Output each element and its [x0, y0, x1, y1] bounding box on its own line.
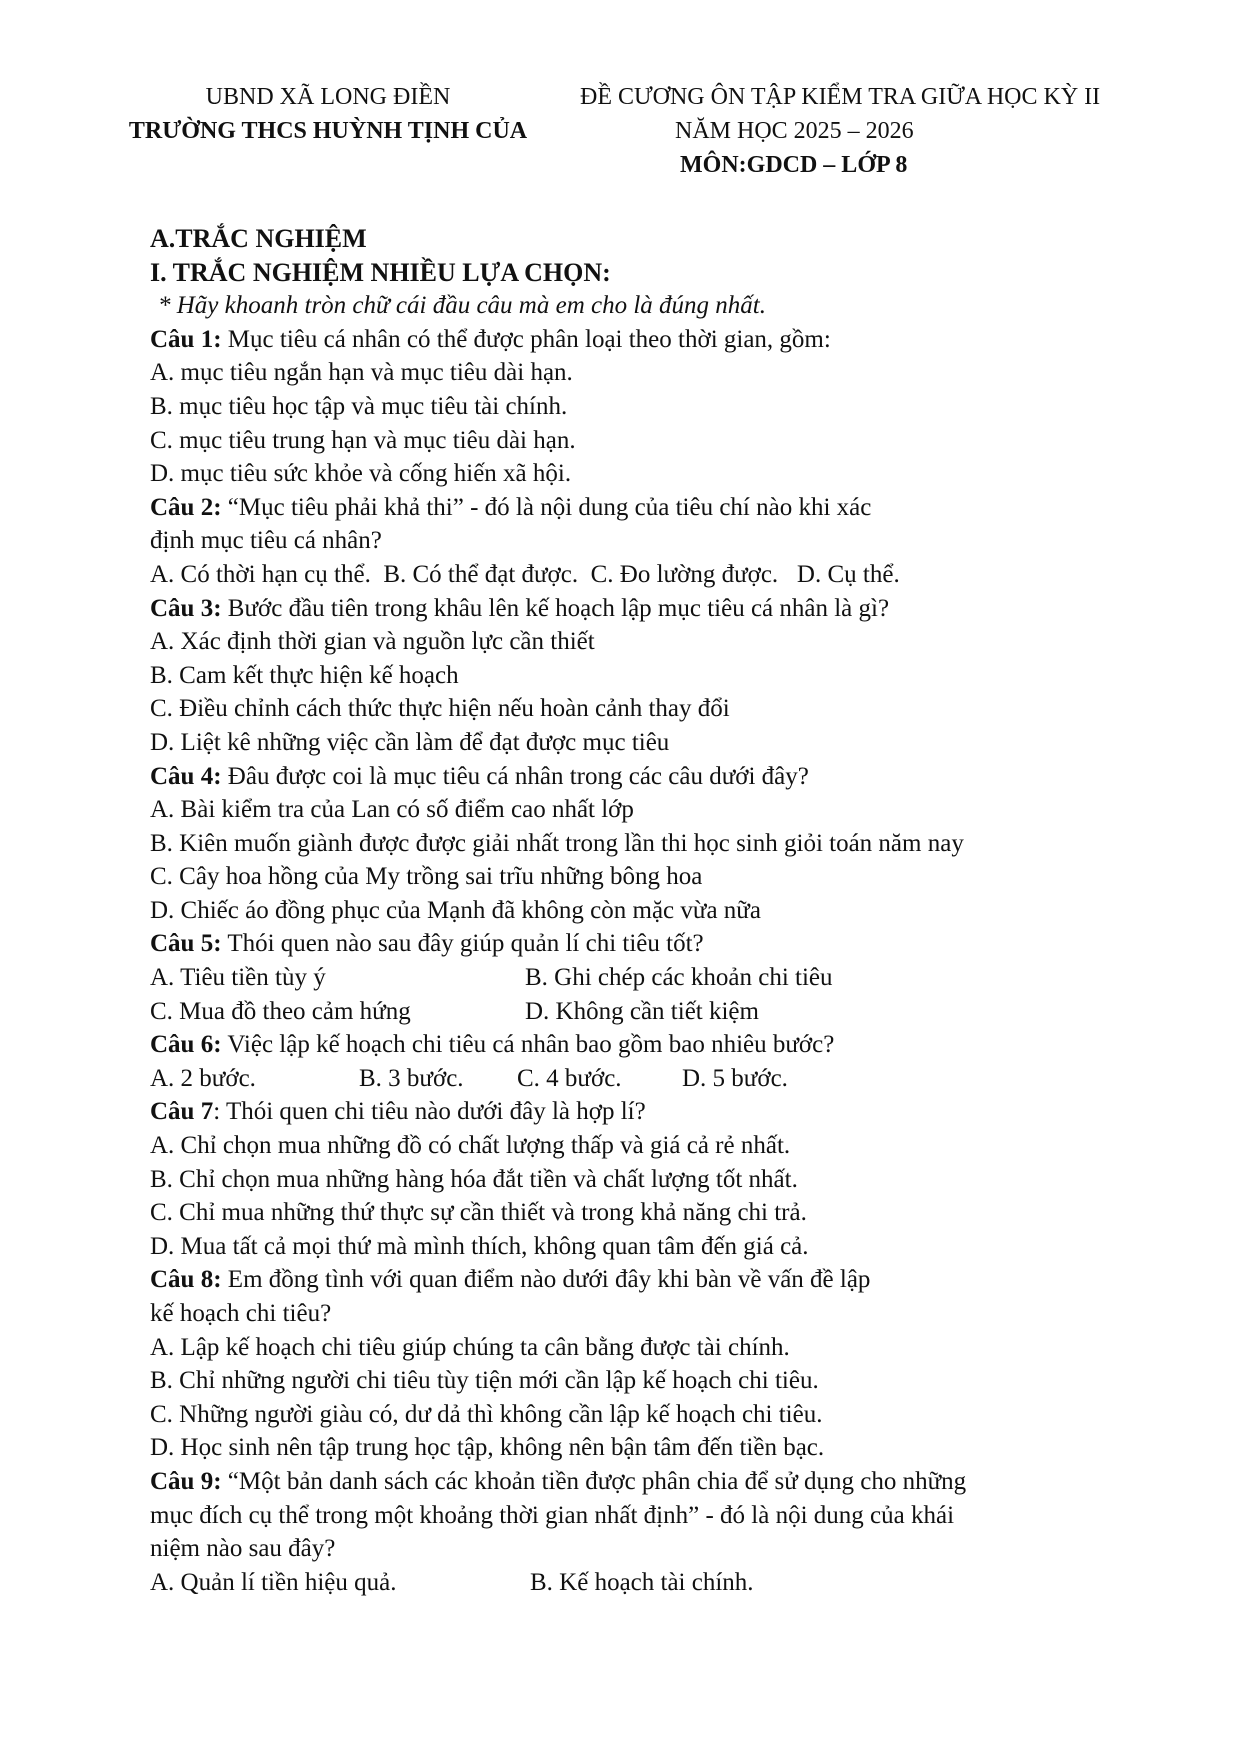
section-a-heading: A.TRẮC NGHIỆM — [150, 224, 367, 253]
question-text: Đâu được coi là mục tiêu cá nhân trong các câu dưới đây? — [221, 762, 809, 790]
question-text: Thói quen nào sau đây giúp quản lí chi tiêu tốt? — [221, 930, 704, 958]
question-text: Em đồng tình với quan điểm nào dưới đây khi bàn về vấn đề lập — [221, 1266, 871, 1294]
question-text: Mục tiêu cá nhân có thể được phân loại theo thời gian, gồm: — [221, 325, 831, 353]
question-number: Câu 8: — [150, 1266, 222, 1294]
header-doc-title: ĐỀ CƯƠNG ÔN TẬP KIỂM TRA GIỮA HỌC KỲ II — [580, 84, 1101, 110]
question-7-option-c: C. Chỉ mua những thứ thực sự cần thiết và trong khả năng chi trả. — [150, 1199, 807, 1227]
question-text: : Thói quen chi tiêu nào dưới đây là hợp lí? — [213, 1098, 646, 1126]
question-7 — [150, 1095, 1150, 1129]
question-3-option-c: C. Điều chỉnh cách thức thực hiện nếu hoàn cảnh thay đổi — [150, 695, 730, 723]
question-6-option-b: B. 3 bước. — [359, 1064, 464, 1092]
question-7-option-b: B. Chỉ chọn mua những hàng hóa đắt tiền và chất lượng tốt nhất. — [150, 1165, 798, 1193]
question-5-option-d: D. Không cần tiết kiệm — [525, 997, 759, 1025]
question-number: Câu 4: — [150, 762, 222, 790]
question-8-option-d: D. Học sinh nên tập trung học tập, không nên bận tâm đến tiền bạc. — [150, 1434, 825, 1462]
exam-content — [150, 222, 1150, 1599]
question-1-option-c: C. mục tiêu trung hạn và mục tiêu dài hạn. — [150, 426, 576, 454]
question-5-option-a: A. Tiêu tiền tùy ý — [150, 964, 326, 992]
question-3-option-a: A. Xác định thời gian và nguồn lực cần thiết — [150, 628, 595, 656]
header-subject: MÔN:GDCD – LỚP 8 — [680, 152, 908, 178]
question-1-option-a: A. mục tiêu ngắn hạn và mục tiêu dài hạn. — [150, 359, 573, 387]
question-text: “Một bản danh sách các khoản tiền được phân chia để sử dụng cho những — [221, 1467, 967, 1495]
question-number: Câu 3: — [150, 594, 222, 622]
question-9-text-cont-2: niệm nào sau đây? — [150, 1535, 336, 1563]
question-9-options — [150, 1566, 1150, 1600]
question-2 — [150, 491, 1150, 525]
question-4-option-a: A. Bài kiểm tra của Lan có số điểm cao nhất lớp — [150, 796, 634, 824]
question-1-option-b: B. mục tiêu học tập và mục tiêu tài chính. — [150, 392, 568, 420]
question-number: Câu 7 — [150, 1098, 214, 1126]
question-number: Câu 6: — [150, 1031, 222, 1059]
question-8 — [150, 1263, 1150, 1297]
question-9-text-cont: mục đích cụ thể trong một khoảng thời gian nhất định” - đó là nội dung của khái — [150, 1501, 955, 1529]
question-5 — [150, 927, 1150, 961]
question-4-option-c: C. Cây hoa hồng của My trồng sai trĩu những bông hoa — [150, 863, 703, 891]
question-3 — [150, 592, 1150, 626]
header-commune: UBND XÃ LONG ĐIỀN — [205, 84, 451, 110]
question-6 — [150, 1028, 1150, 1062]
question-5-option-c: C. Mua đồ theo cảm hứng — [150, 997, 411, 1025]
question-8-text-cont: kế hoạch chi tiêu? — [150, 1300, 332, 1327]
question-text: Bước đầu tiên trong khâu lên kế hoạch lập mục tiêu cá nhân là gì? — [221, 594, 890, 622]
question-text: “Mục tiêu phải khả thi” - đó là nội dung của tiêu chí nào khi xác — [221, 493, 872, 521]
question-6-option-d: D. 5 bước. — [682, 1064, 788, 1092]
question-2-options: A. Có thời hạn cụ thể. B. Có thể đạt được. C. Đo lường được. D. Cụ thể. — [150, 560, 900, 588]
section-i-heading: I. TRẮC NGHIỆM NHIỀU LỰA CHỌN: — [150, 257, 611, 287]
question-4-option-d: D. Chiếc áo đồng phục của Mạnh đã không còn mặc vừa nữa — [150, 896, 761, 924]
question-9 — [150, 1465, 1150, 1499]
question-text: Việc lập kế hoạch chi tiêu cá nhân bao gồm bao nhiêu bước? — [221, 1031, 835, 1059]
question-6-option-c: C. 4 bước. — [517, 1064, 622, 1092]
instruction-text: * Hãy khoanh tròn chữ cái đầu câu mà em cho là đúng nhất. — [158, 292, 766, 320]
question-number: Câu 1: — [150, 325, 222, 353]
header-school: TRƯỜNG THCS HUỲNH TỊNH CỦA — [128, 118, 528, 144]
header-right — [580, 80, 1100, 182]
question-9-option-b: B. Kế hoạch tài chính. — [530, 1568, 754, 1596]
question-6-option-a: A. 2 bước. — [150, 1064, 256, 1092]
question-8-option-c: C. Những người giàu có, dư dả thì không cần lập kế hoạch chi tiêu. — [150, 1400, 823, 1428]
question-1 — [150, 323, 1150, 357]
header-school-year: NĂM HỌC 2025 – 2026 — [675, 118, 914, 144]
question-number: Câu 2: — [150, 493, 222, 521]
question-8-option-b: B. Chỉ những người chi tiêu tùy tiện mới cần lập kế hoạch chi tiêu. — [150, 1367, 819, 1395]
question-1-option-d: D. mục tiêu sức khỏe và cống hiến xã hội. — [150, 460, 572, 488]
question-8-option-a: A. Lập kế hoạch chi tiêu giúp chúng ta cân bằng được tài chính. — [150, 1333, 790, 1361]
question-7-option-a: A. Chỉ chọn mua những đồ có chất lượng thấp và giá cả rẻ nhất. — [150, 1132, 791, 1160]
question-9-option-a: A. Quản lí tiền hiệu quả. — [150, 1568, 397, 1596]
question-5-option-b: B. Ghi chép các khoản chi tiêu — [525, 964, 833, 992]
question-5-options-row-1 — [150, 961, 1150, 995]
question-number: Câu 9: — [150, 1467, 222, 1495]
question-4 — [150, 760, 1150, 794]
question-3-option-d: D. Liệt kê những việc cần làm để đạt được mục tiêu — [150, 728, 670, 756]
header-left — [118, 80, 538, 148]
question-number: Câu 5: — [150, 930, 222, 958]
question-4-option-b: B. Kiên muốn giành được được giải nhất trong lần thi học sinh giỏi toán năm nay — [150, 829, 964, 857]
question-5-options-row-2 — [150, 995, 1150, 1029]
question-7-option-d: D. Mua tất cả mọi thứ mà mình thích, không quan tâm đến giá cả. — [150, 1232, 809, 1260]
question-3-option-b: B. Cam kết thực hiện kế hoạch — [150, 661, 459, 689]
question-2-text-cont: định mục tiêu cá nhân? — [150, 527, 382, 555]
question-6-options — [150, 1062, 1150, 1096]
